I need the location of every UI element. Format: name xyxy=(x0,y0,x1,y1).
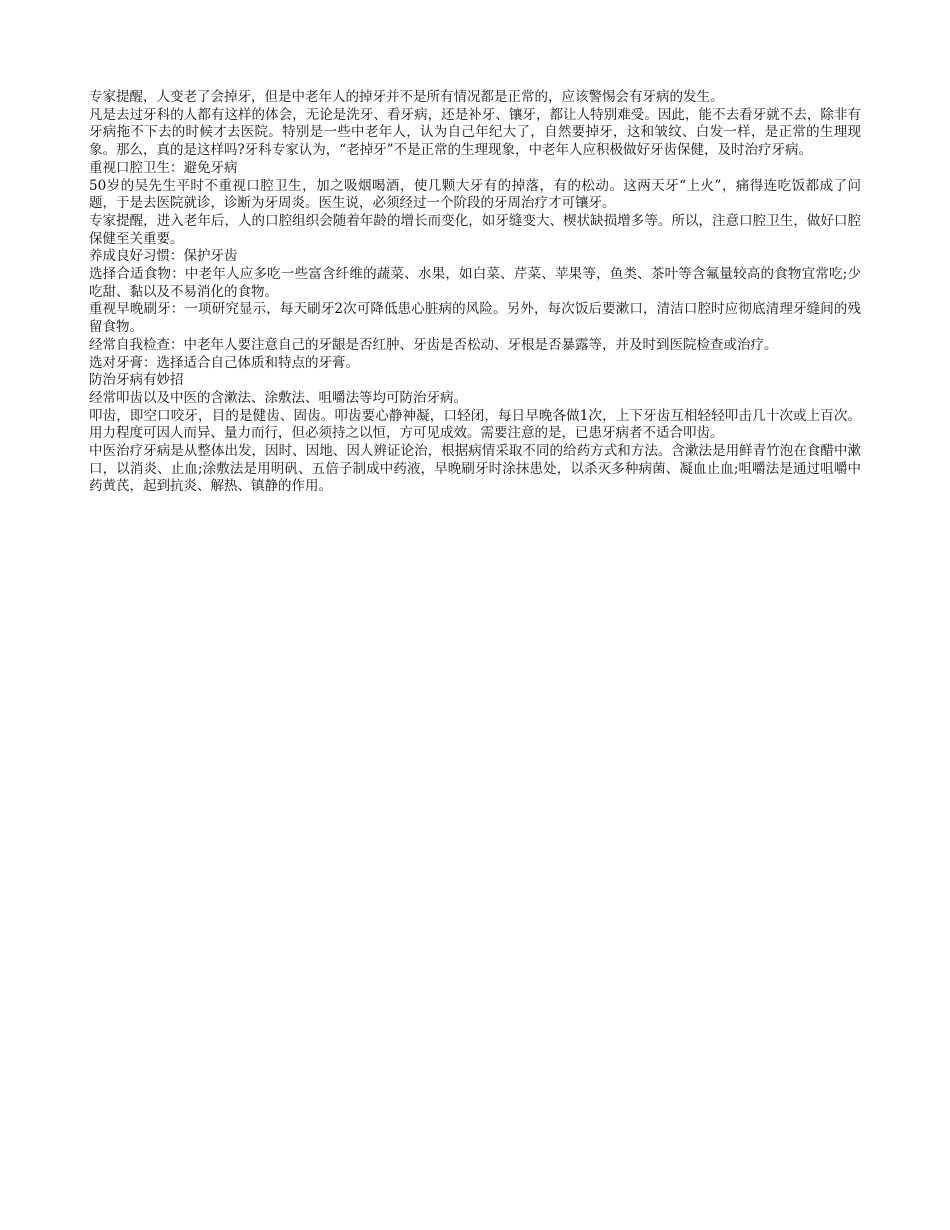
section-heading: 防治牙病有妙招 xyxy=(89,372,184,389)
body-paragraph: 经常叩齿以及中医的含漱法、涂敷法、咀嚼法等均可防治牙病。 xyxy=(89,389,467,406)
body-paragraph: 选择合适食物：中老年人应多吃一些富含纤维的蔬菜、水果，如白菜、芹菜、苹果等，鱼类、茶叶等含氟量较高的食物宜常吃;少吃甜、黏以及不易消化的食物。 xyxy=(89,266,861,300)
section-heading: 重视口腔卫生：避免牙病 xyxy=(89,159,238,176)
body-paragraph: 50岁的吴先生平时不重视口腔卫生，加之吸烟喝酒，使几颗大牙有的掉落，有的松动。这两天牙“上火”，痛得连吃饭都成了问题，于是去医院就诊，诊断为牙周炎。医生说，必须经过一个阶段的牙周治疗才可镶牙。 xyxy=(89,177,861,212)
body-paragraph: 经常自我检查：中老年人要注意自己的牙龈是否红肿、牙齿是否松动、牙根是否暴露等，并及时到医院检查或治疗。 xyxy=(89,336,778,353)
body-paragraph: 重视早晚刷牙：一项研究显示，每天刷牙2次可降低患心脏病的风险。另外，每次饭后要漱口，清洁口腔时应彻底清理牙缝间的残留食物。 xyxy=(89,301,861,336)
document-body xyxy=(89,89,861,496)
body-paragraph: 选对牙膏：选择适合自己体质和特点的牙膏。 xyxy=(89,354,359,371)
intro-paragraph: 专家提醒，人变老了会掉牙，但是中老年人的掉牙并不是所有情况都是正常的，应该警惕会有牙病的发生。 xyxy=(89,89,724,105)
body-paragraph: 中医治疗牙病是从整体出发，因时、因地、因人辨证论治，根据病情采取不同的给药方式和方法。含漱法是用鲜青竹泡在食醋中漱口，以消炎、止血;涂敷法是用明矾、五倍子制成中药液，早晚刷牙时涂抹患处，以杀灭多种病菌、凝血止血;咀嚼法是通过咀嚼中药黄芪，起到抗炎、解热、镇静的作用。 xyxy=(89,443,861,495)
section-heading: 养成良好习惯：保护牙齿 xyxy=(89,248,238,265)
body-paragraph: 叩齿，即空口咬牙，目的是健齿、固齿。叩齿要心静神凝，口轻闭，每日早晚各做1次，上下牙齿互相轻轻叩击几十次或上百次。用力程度可因人而异、量力而行，但必须持之以恒，方可见成效。需要注意的是，已患牙病者不适合叩齿。 xyxy=(89,407,861,442)
body-paragraph: 凡是去过牙科的人都有这样的体会，无论是洗牙、看牙病，还是补牙、镶牙，都让人特别难受。因此，能不去看牙就不去，除非有牙病拖不下去的时候才去医院。特别是一些中老年人，认为自己年纪大了，自然要掉牙，这和皱纹、白发一样，是正常的生理现象。那么，真的是这样吗?牙科专家认为，“老掉牙”不是正常的生理现象，中老年人应积极做好牙齿保健，及时治疗牙病。 xyxy=(89,106,861,159)
body-paragraph: 专家提醒，进入老年后，人的口腔组织会随着年龄的增长而变化，如牙缝变大、楔状缺损增多等。所以，注意口腔卫生，做好口腔保健至关重要。 xyxy=(89,212,861,247)
